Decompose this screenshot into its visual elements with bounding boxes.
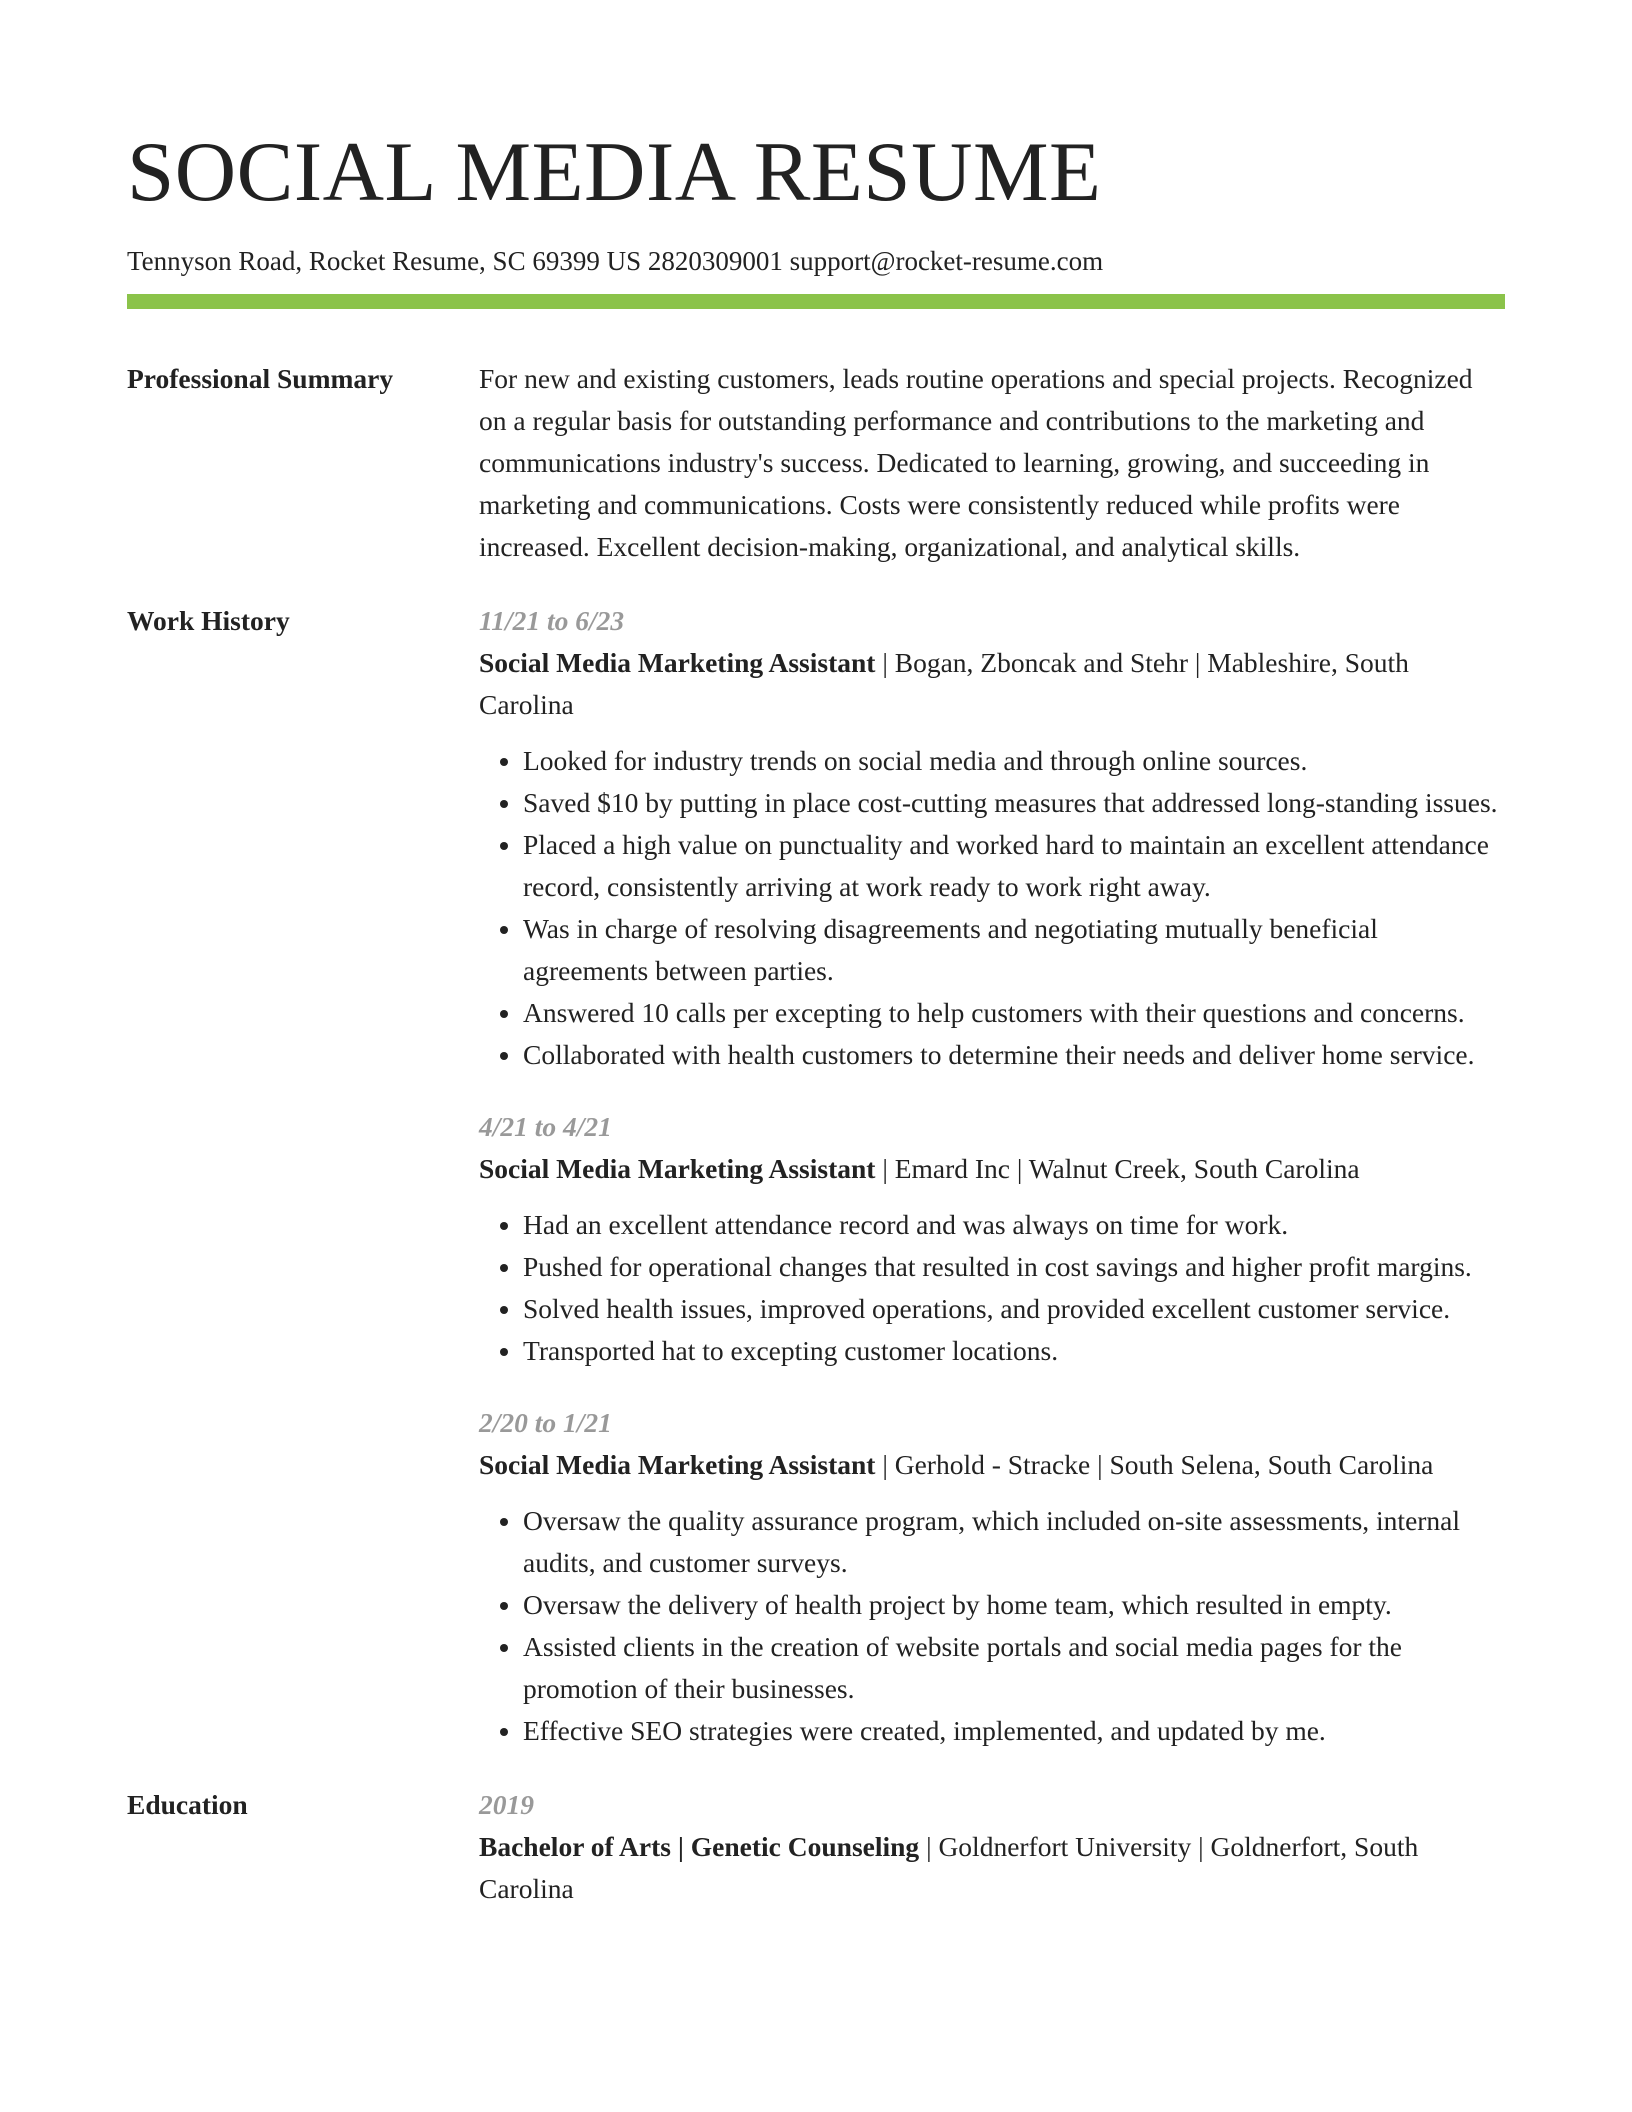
- job-title: Social Media Marketing Assistant: [479, 1153, 876, 1184]
- list-item: • Oversaw the delivery of health project by home team, which resulted in empty.: [523, 1584, 1505, 1626]
- list-item: • Answered 10 calls per excepting to help customers with their questions and concerns.: [523, 992, 1505, 1034]
- job-title-line: [479, 642, 1505, 726]
- education-section: [127, 1784, 1505, 1910]
- list-item: • Solved health issues, improved operations, and provided excellent customer service.: [523, 1288, 1505, 1330]
- job-details: | Bogan, Zboncak and Stehr | Mableshire, South Carolina: [479, 647, 1409, 720]
- list-item: • Transported hat to excepting customer locations.: [523, 1330, 1505, 1372]
- job-title-line: [479, 1148, 1505, 1190]
- list-item: • Was in charge of resolving disagreements and negotiating mutually beneficial agreements between parties.: [523, 908, 1505, 992]
- job-details: | Emard Inc | Walnut Creek, South Carolina: [875, 1153, 1360, 1184]
- job-entry: [479, 600, 1505, 1076]
- resume-title: SOCIAL MEDIA RESUME: [127, 125, 1102, 219]
- section-label-summary: Professional Summary: [127, 363, 394, 394]
- list-item: • Oversaw the quality assurance program, which included on-site assessments, internal audits, and customer surveys.: [523, 1500, 1505, 1584]
- job-dates: 11/21 to 6/23: [479, 605, 625, 636]
- work-history-section: [127, 600, 1505, 1752]
- summary-section: [127, 358, 1505, 568]
- education-dates: 2019: [479, 1789, 534, 1820]
- education-details: | Goldnerfort University | Goldnerfort, South Carolina: [479, 1831, 1419, 1904]
- list-item: • Saved $10 by putting in place cost-cutting measures that addressed long-standing issues.: [523, 782, 1505, 824]
- list-item: • Pushed for operational changes that resulted in cost savings and higher profit margins.: [523, 1246, 1505, 1288]
- list-item: • Had an excellent attendance record and was always on time for work.: [523, 1204, 1505, 1246]
- list-item: • Collaborated with health customers to determine their needs and deliver home service.: [523, 1034, 1505, 1076]
- education-entry: [479, 1784, 1505, 1910]
- list-item: • Effective SEO strategies were created, implemented, and updated by me.: [523, 1710, 1505, 1752]
- accent-rule: [127, 294, 1505, 309]
- job-entry: [479, 1402, 1505, 1752]
- job-bullets: [479, 1204, 1505, 1372]
- section-label-work-history: Work History: [127, 605, 290, 636]
- contact-line: Tennyson Road, Rocket Resume, SC 69399 US 2820309001 support@rocket-resume.com: [127, 246, 1104, 276]
- job-entry: [479, 1106, 1505, 1372]
- education-title-line: [479, 1826, 1505, 1910]
- job-bullets: [479, 1500, 1505, 1752]
- job-title: Social Media Marketing Assistant: [479, 647, 876, 678]
- job-details: | Gerhold - Stracke | South Selena, South Carolina: [875, 1449, 1434, 1480]
- degree-title: Bachelor of Arts | Genetic Counseling: [479, 1831, 920, 1862]
- job-title: Social Media Marketing Assistant: [479, 1449, 876, 1480]
- list-item: • Assisted clients in the creation of website portals and social media pages for the promotion of their businesses.: [523, 1626, 1505, 1710]
- list-item: • Looked for industry trends on social media and through online sources.: [523, 740, 1505, 782]
- section-label-education: Education: [127, 1789, 248, 1820]
- summary-text: For new and existing customers, leads routine operations and special projects. Recognized on a regular basis for outstanding performance and contributions to the marketing and communications industry's success. Dedicated to learning, growing, and succeeding in marketing and communications. Costs were consistently reduced while profits were increased. Excellent decision-making, organizational, and analytical skills.: [479, 363, 1473, 562]
- job-dates: 2/20 to 1/21: [479, 1407, 612, 1438]
- job-bullets: [479, 740, 1505, 1076]
- job-title-line: [479, 1444, 1505, 1486]
- list-item: • Placed a high value on punctuality and worked hard to maintain an excellent attendance record, consistently arriving at work ready to work right away.: [523, 824, 1505, 908]
- job-dates: 4/21 to 4/21: [479, 1111, 612, 1142]
